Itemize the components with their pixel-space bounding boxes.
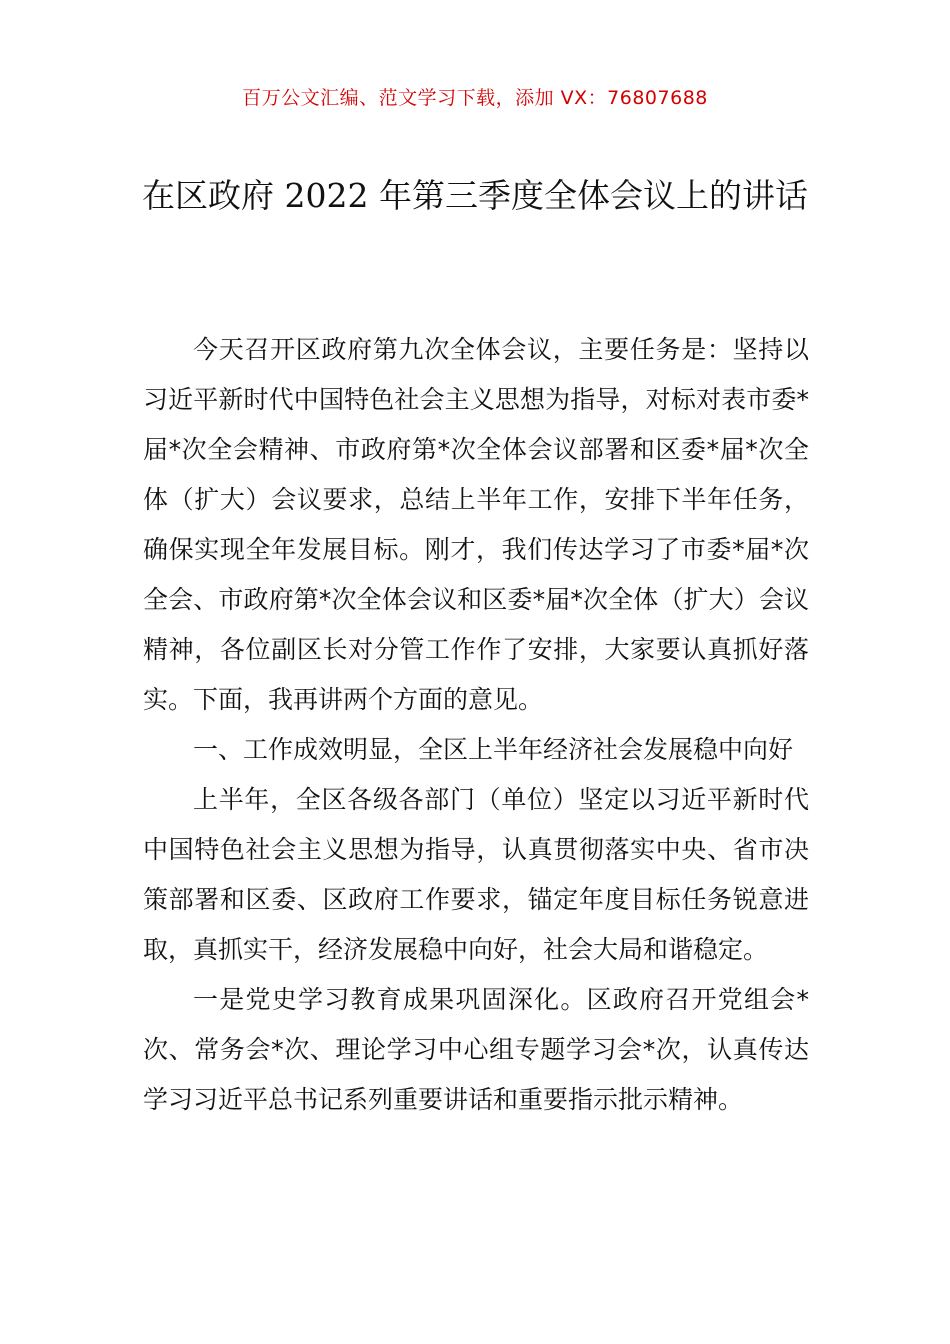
header-watermark: 百万公文汇编、范文学习下载，添加 VX：76807688	[242, 87, 708, 109]
document-body	[143, 325, 809, 1125]
paragraph-intro: 今天召开区政府第九次全体会议，主要任务是：坚持以习近平新时代中国特色社会主义思想为指导，对标对表市委*届*次全会精神、市政府第*次全体会议部署和区委*届*次全体（扩大）会议要求，总结上半年工作，安排下半年任务，确保实现全年发展目标。刚才，我们传达学习了市委*届*次全会、市政府第*次全体会议和区委*届*次全体（扩大）会议精神，各位副区长对分管工作作了安排，大家要认真抓好落实。下面，我再讲两个方面的意见。	[143, 335, 809, 714]
section-heading-1: 一、工作成效明显，全区上半年经济社会发展稳中向好	[193, 735, 794, 764]
document-title: 在区政府 2022 年第三季度全体会议上的讲话	[142, 176, 808, 215]
paragraph-first-half-summary: 上半年，全区各级各部门（单位）坚定以习近平新时代中国特色社会主义思想为指导，认真贯彻落实中央、省市决策部署和区委、区政府工作要求，锚定年度目标任务锐意进取，真抓实干，经济发展稳中向好，社会大局和谐稳定。	[143, 785, 809, 964]
paragraph-party-history: 一是党史学习教育成果巩固深化。区政府召开党组会*次、常务会*次、理论学习中心组专题学习会*次，认真传达学习习近平总书记系列重要讲话和重要指示批示精神。	[143, 985, 809, 1114]
